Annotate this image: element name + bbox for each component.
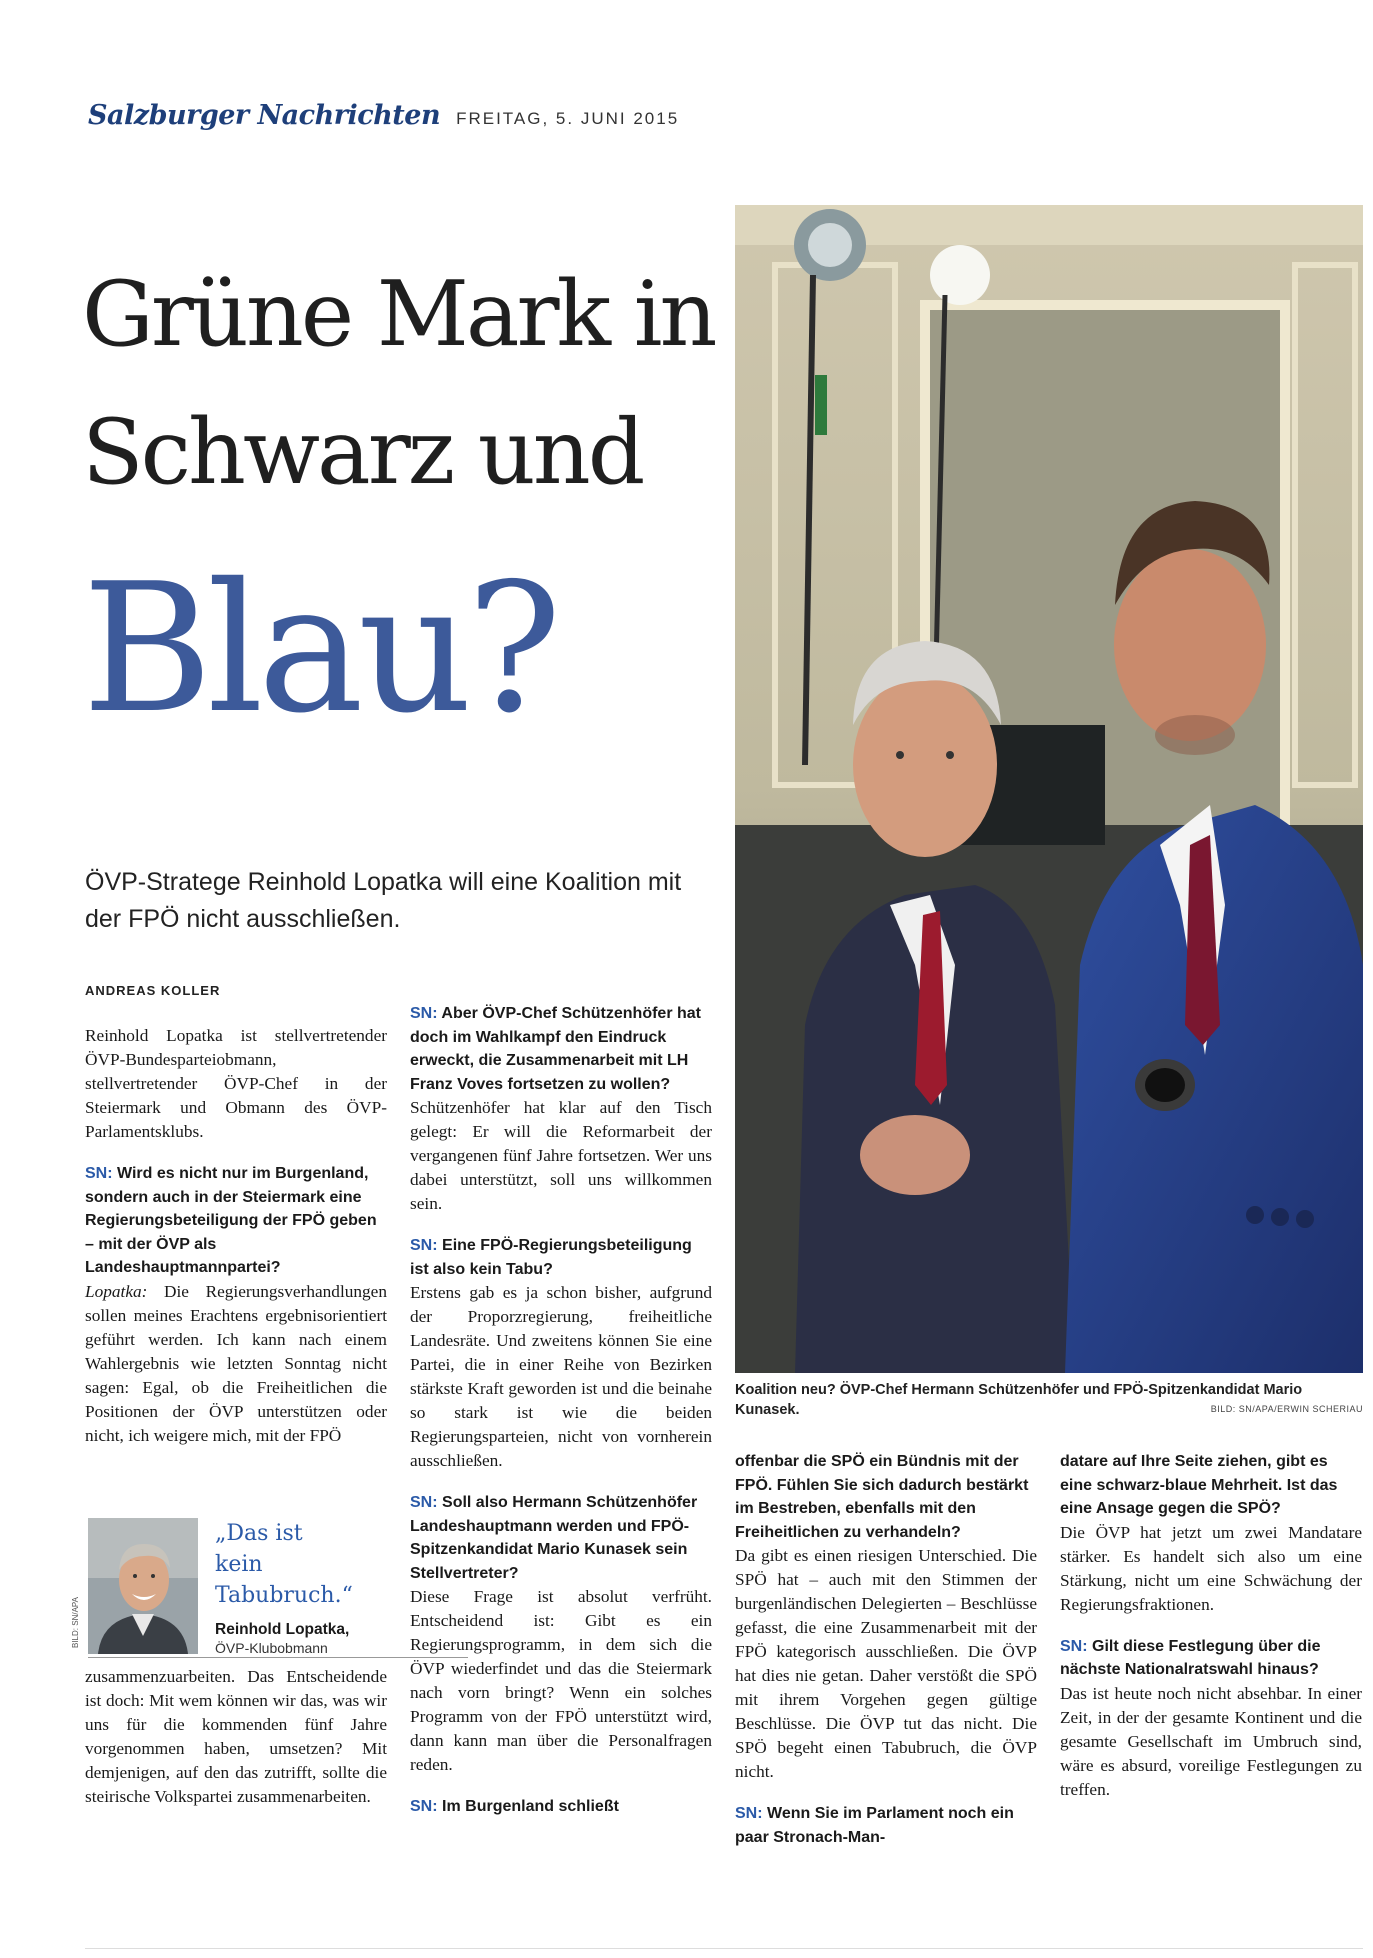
article-column-4 <box>1060 1450 1362 1802</box>
masthead <box>88 100 679 140</box>
article-column-1-continued <box>85 1665 387 1809</box>
headline-line-3: Blau? <box>82 545 556 752</box>
answer: Das ist heute noch nicht absehbar. In einer Zeit, in der der gesamte Kontinent und die gesamte Gesellschaft im Umbruch sind, wäre es absurd, voreilige Festlegungen zu treffen. <box>1060 1683 1362 1799</box>
question-continued: datare auf Ihre Seite ziehen, gibt es eine schwarz-blaue Mehrheit. Ist das eine Ansage gegen die SPÖ? <box>1060 1453 1338 1517</box>
question: SN: Aber ÖVP-Chef Schützenhöfer hat doch im Wahlkampf den Eindruck erweckt, die Zusammenarbeit mit LH Franz Voves fortsetzen zu wollen? <box>410 1005 701 1093</box>
question: SN: Wenn Sie im Parlament noch ein paar Stronach-Man- <box>735 1805 1014 1846</box>
question: SN: Eine FPÖ-Regierungsbeteiligung ist also kein Tabu? <box>410 1237 692 1278</box>
intro-paragraph: Reinhold Lopatka ist stellvertretender ÖVP-Bundesparteiobmann, stellvertretender ÖVP-Chef in der Steiermark und Obmann des ÖVP-Parlamentsklubs. <box>85 1026 387 1141</box>
sn-label: SN: <box>85 1165 113 1182</box>
headline-line-1: Grüne Mark in <box>82 262 715 367</box>
issue-date: FREITAG, 5. JUNI 2015 <box>456 109 680 128</box>
answer-continued: zusammenzuarbeiten. Das Entscheidende ist doch: Mit wem können wir das, was wir uns für die kommenden fünf Jahre vorgenommen haben, umsetzen? Mit demjenigen, auf den das zutrifft, sollte die steirische Volkspartei zusammenarbeiten. <box>85 1667 387 1806</box>
article-column-3 <box>735 1450 1037 1849</box>
question: SN: Soll also Hermann Schützenhöfer Landeshauptmann werden und FPÖ-Spitzenkandidat Mario Kunasek sein Stellvertreter? <box>410 1494 698 1582</box>
byline: ANDREAS KOLLER <box>85 983 221 998</box>
speaker-label: Lopatka: <box>85 1281 148 1301</box>
photo-credit: BILD: SN/APA/ERWIN SCHERIAU <box>1210 1404 1363 1414</box>
answer: Diese Frage ist absolut verfrüht. Entscheidend ist: Gibt es ein Regierungsprogramm, in dem sich die ÖVP wiederfindet und das die Steiermark nach vorn bringt? Wenn ein solches Programm von der FPÖ unterstützt wird, dann kann man über die Personalfragen reden. <box>410 1587 712 1774</box>
subtitle: ÖVP-Stratege Reinhold Lopatka will eine Koalition mit der FPÖ nicht ausschließen. <box>85 868 682 933</box>
answer: Lopatka: Die Regierungsverhandlungen sollen meines Erachtens ergebnisorientiert geführt werden. Ich kann nach einem Wahlergebnis wie letzten Sonntag nicht sagen: Egal, ob die Freiheitlichen die Positionen der ÖVP unterstützen oder nicht, ich weigere mich, mit der FPÖ <box>85 1281 387 1445</box>
portrait-photo <box>88 1518 198 1654</box>
article-photo <box>735 205 1363 1373</box>
question-continued: offenbar die SPÖ ein Bündnis mit der FPÖ. Fühlen Sie sich dadurch bestärkt im Bestreben, ebenfalls mit den Freiheitlichen zu verhandeln? <box>735 1453 1029 1541</box>
question: SN: Wird es nicht nur im Burgenland, sondern auch in der Steiermark eine Regierungsbeteiligung der FPÖ geben – mit der ÖVP als Landeshauptmannpartei? <box>85 1165 377 1276</box>
answer: Da gibt es einen riesigen Unterschied. Die SPÖ hat – auch mit den Stimmen der burgenländischen Delegierten – Beschlüsse gefasst, die eine Zusammenarbeit mit der FPÖ kategorisch ausschließen. Die ÖVP hat dies nie getan. Daher verstößt die SPÖ mit ihrem Vorgehen gegen gültige Beschlüsse. Die ÖVP tut das nicht. Die SPÖ begeht einen Tabubruch, die ÖVP nicht. <box>735 1546 1037 1781</box>
answer: Die ÖVP hat jetzt um zwei Mandatare stärker. Es handelt sich also um eine Stärkung, nicht um eine Schwächung der Regierungsfraktionen. <box>1060 1522 1362 1614</box>
quote-attribution-role: ÖVP-Klubobmann <box>215 1640 328 1656</box>
answer: Schützenhöfer hat klar auf den Tisch gelegt: Er will die Reformarbeit der vergangenen fünf Jahre fortsetzen. Wer uns dabei unterstützt, soll uns willkommen sein. <box>410 1098 712 1213</box>
footer-divider <box>85 1948 1363 1949</box>
pull-quote <box>71 1518 385 1658</box>
article-column-2 <box>410 1002 712 1819</box>
quote-attribution-name: Reinhold Lopatka, <box>215 1621 350 1638</box>
quote-text: „Das ist kein Tabubruch.“ <box>215 1521 353 1608</box>
portrait-credit: BILD: SN/APA <box>71 1597 80 1648</box>
article-column-1 <box>85 1024 387 1448</box>
photo-caption: Koalition neu? ÖVP-Chef Hermann Schützenhöfer und FPÖ-Spitzenkandidat Mario Kunasek. <box>735 1382 1303 1418</box>
question: SN: Im Burgenland schließt <box>410 1798 619 1815</box>
answer: Erstens gab es ja schon bisher, aufgrund der Proporzregierung, freiheitliche Landesräte. Und zweitens können Sie eine Partei, die in einer Reihe von Bezirken stärkste Kraft geworden ist und die beinahe so stark ist wie die beiden Regierungsparteien, nicht von vornherein ausschließen. <box>410 1283 712 1470</box>
newspaper-logo: Salzburger Nachrichten <box>88 100 441 131</box>
question: SN: Gilt diese Festlegung über die nächste Nationalratswahl hinaus? <box>1060 1637 1321 1678</box>
headline-line-2: Schwarz und <box>82 400 643 505</box>
